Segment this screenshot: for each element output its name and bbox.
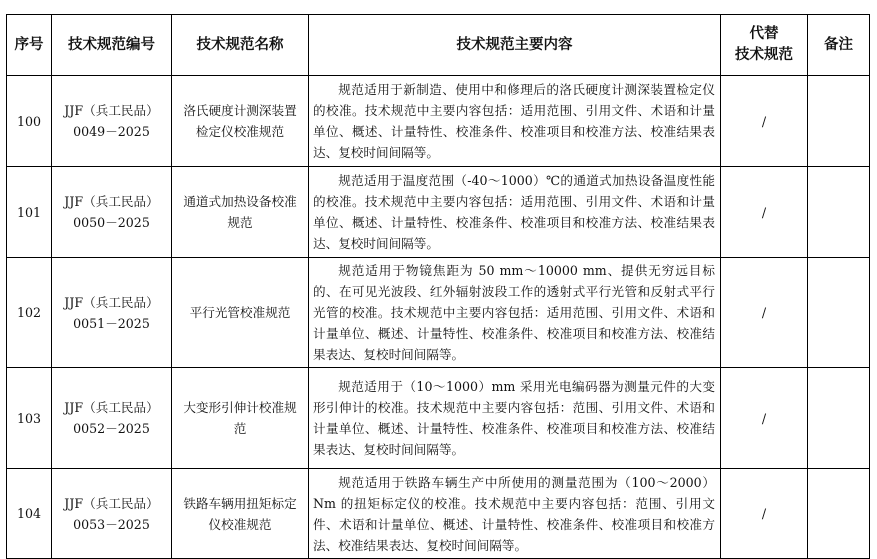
row-code-line1: JJF（兵工民品） bbox=[64, 400, 159, 415]
row-code bbox=[52, 258, 172, 368]
row-replace: / bbox=[721, 76, 808, 167]
header-no: 序号 bbox=[7, 15, 52, 76]
row-no: 103 bbox=[7, 368, 52, 469]
row-no: 101 bbox=[7, 167, 52, 258]
row-code bbox=[52, 167, 172, 258]
table-row bbox=[7, 167, 870, 258]
header-replace-line2: 技术规范 bbox=[735, 47, 793, 63]
header-remark: 备注 bbox=[808, 15, 870, 76]
row-no: 102 bbox=[7, 258, 52, 368]
row-name: 洛氏硬度计测深装置检定仪校准规范 bbox=[172, 76, 309, 167]
row-name: 大变形引伸计校准规范 bbox=[172, 368, 309, 469]
row-code-line1: JJF（兵工民品） bbox=[64, 294, 159, 310]
row-code-line1: JJF（兵工民品） bbox=[64, 103, 159, 118]
header-name: 技术规范名称 bbox=[172, 15, 309, 76]
row-no: 100 bbox=[7, 76, 52, 167]
table-row bbox=[7, 469, 870, 559]
row-name: 铁路车辆用扭矩标定仪校准规范 bbox=[172, 469, 309, 559]
header-replace-line1: 代替 bbox=[749, 26, 779, 42]
row-replace: / bbox=[721, 469, 808, 559]
row-code-line2: 0049－2025 bbox=[73, 124, 150, 139]
row-code-line2: 0052－2025 bbox=[73, 421, 150, 436]
header-code: 技术规范编号 bbox=[52, 15, 172, 76]
row-remark bbox=[808, 368, 870, 469]
row-code-line2: 0050－2025 bbox=[73, 215, 150, 230]
row-content: 规范适用于（10～1000）mm 采用光电编码器为测量元件的大变形引伸计的校准。技术规范中主要内容包括：范围、引用文件、术语和计量单位、概述、计量特性、校准条件、校准项目和校准方法、校准结果表达、复校时间间隔等。 bbox=[309, 368, 721, 469]
row-code bbox=[52, 469, 172, 559]
row-replace: / bbox=[721, 368, 808, 469]
table-header-row bbox=[7, 15, 870, 76]
row-content: 规范适用于温度范围（-40～1000）℃的通道式加热设备温度性能的校准。技术规范中主要内容包括：适用范围、引用文件、术语和计量单位、概述、计量特性、校准条件、校准项目和校准方法、校准结果表达、复校时间间隔等。 bbox=[309, 167, 721, 258]
row-name: 平行光管校准规范 bbox=[172, 258, 309, 368]
row-code bbox=[52, 368, 172, 469]
specification-table bbox=[6, 14, 870, 559]
table-row bbox=[7, 258, 870, 368]
row-no: 104 bbox=[7, 469, 52, 559]
table-row bbox=[7, 368, 870, 469]
row-code-line2: 0051－2025 bbox=[73, 315, 150, 331]
row-remark bbox=[808, 258, 870, 368]
table-row bbox=[7, 76, 870, 167]
row-code-line1: JJF（兵工民品） bbox=[64, 194, 159, 209]
row-remark bbox=[808, 469, 870, 559]
row-code bbox=[52, 76, 172, 167]
row-name: 通道式加热设备校准规范 bbox=[172, 167, 309, 258]
row-remark bbox=[808, 167, 870, 258]
row-replace: / bbox=[721, 258, 808, 368]
header-content: 技术规范主要内容 bbox=[309, 15, 721, 76]
row-code-line1: JJF（兵工民品） bbox=[64, 495, 159, 511]
header-replace bbox=[721, 15, 808, 76]
row-content: 规范适用于铁路车辆生产中所使用的测量范围为（100～2000）Nm 的扭矩标定仪的校准。技术规范中主要内容包括：范围、引用文件、术语和计量单位、概述、计量特性、校准条件、校准项目和校准方法、校准结果表达、复校时间间隔等。 bbox=[309, 469, 721, 559]
row-content: 规范适用于新制造、使用中和修理后的洛氏硬度计测深装置检定仪的校准。技术规范中主要内容包括：适用范围、引用文件、术语和计量单位、概述、计量特性、校准条件、校准项目和校准方法、校准结果表达、复校时间间隔等。 bbox=[309, 76, 721, 167]
row-replace: / bbox=[721, 167, 808, 258]
row-remark bbox=[808, 76, 870, 167]
row-code-line2: 0053－2025 bbox=[73, 516, 150, 532]
row-content: 规范适用于物镜焦距为 50 mm～10000 mm、提供无穷远目标的、在可见光波段、红外辐射波段工作的透射式平行光管和反射式平行光管的校准。技术规范中主要内容包括：适用范围、引用文件、术语和计量单位、概述、计量特性、校准条件、校准项目和校准方法、校准结果表达、复校时间间隔等。 bbox=[309, 258, 721, 368]
